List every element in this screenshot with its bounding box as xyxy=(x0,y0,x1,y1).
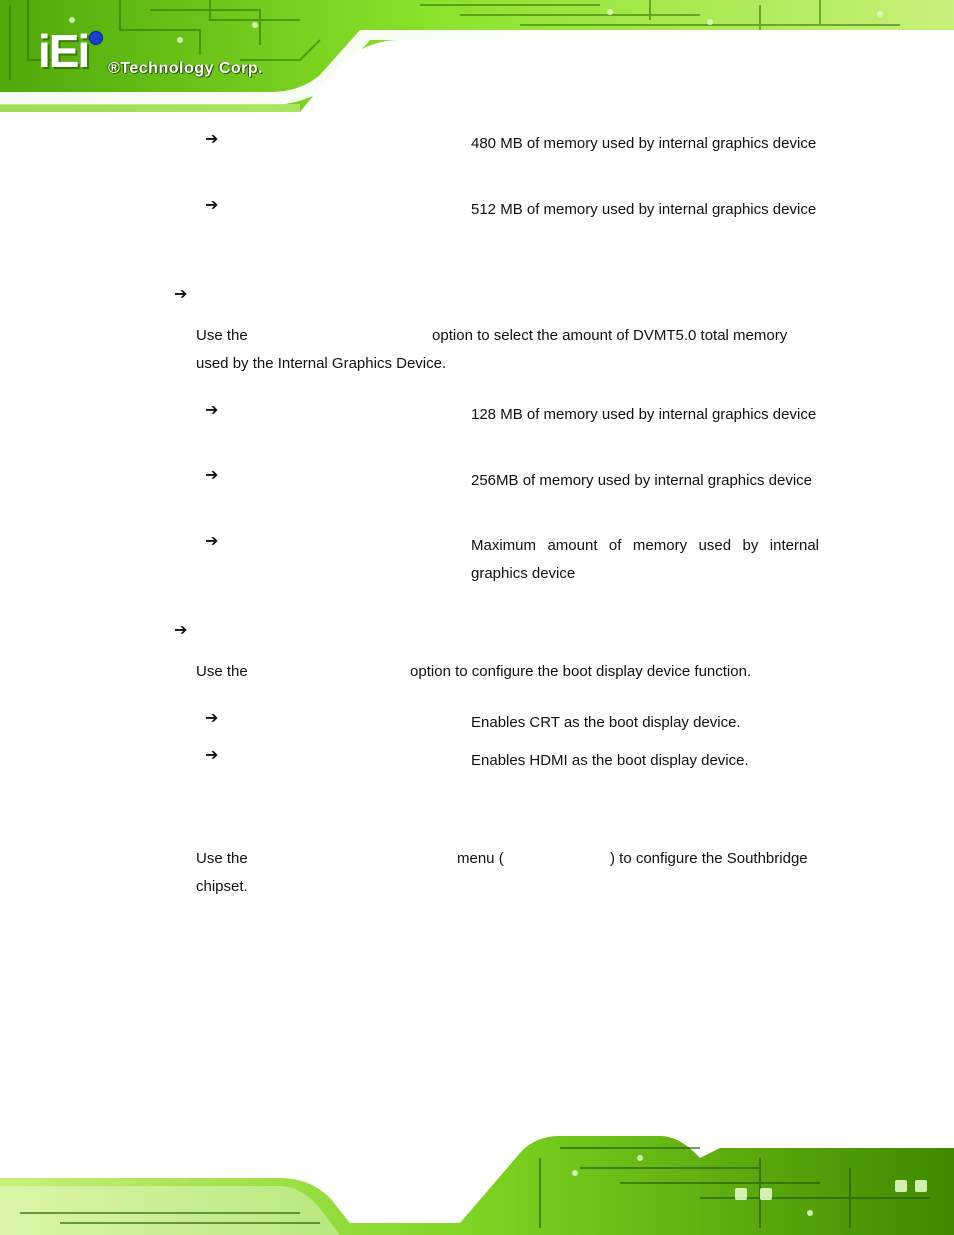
right-arrow-icon: ➔ xyxy=(174,284,188,303)
option-description: Maximum amount of memory used by internal graphics device xyxy=(471,537,819,582)
option-description: Enables HDMI as the boot display device. xyxy=(471,752,749,769)
para-rest: option to select the amount of DVMT5.0 total memory used by the Internal Graphics Device. xyxy=(196,327,788,372)
page-footer-banner xyxy=(0,1128,954,1235)
southbridge-rest: ) to configure the Southbridge xyxy=(610,850,808,867)
option-description: 128 MB of memory used by internal graphics device xyxy=(471,406,817,423)
dvmt-total-paragraph xyxy=(196,322,818,378)
right-arrow-icon: ➔ xyxy=(205,708,219,727)
pcb-header-graphic xyxy=(0,0,954,112)
right-arrow-icon: ➔ xyxy=(205,129,219,148)
southbridge-line2: chipset. xyxy=(196,878,248,895)
right-arrow-icon: ➔ xyxy=(205,400,219,419)
para-use-the: Use the xyxy=(196,663,248,680)
southbridge-menu: menu ( xyxy=(457,850,504,867)
option-description: 512 MB of memory used by internal graphics device xyxy=(471,201,817,218)
logo-mark: iEi xyxy=(38,25,89,77)
pcb-footer-graphic xyxy=(0,1128,954,1235)
right-arrow-icon: ➔ xyxy=(205,745,219,764)
right-arrow-icon: ➔ xyxy=(205,465,219,484)
para-rest: option to configure the boot display device function. xyxy=(410,663,752,680)
boot-display-paragraph xyxy=(196,658,818,686)
page-header-banner xyxy=(0,0,954,112)
option-description: 256MB of memory used by internal graphics device xyxy=(471,472,813,489)
para-use-the: Use the xyxy=(196,327,248,344)
option-description: Enables CRT as the boot display device. xyxy=(471,714,741,731)
southbridge-use-the: Use the xyxy=(196,850,248,867)
option-description: 480 MB of memory used by internal graphics device xyxy=(471,135,817,152)
right-arrow-icon: ➔ xyxy=(205,531,219,550)
right-arrow-icon: ➔ xyxy=(174,620,188,639)
right-arrow-icon: ➔ xyxy=(205,195,219,214)
logo-dot-icon xyxy=(89,31,103,45)
logo-tagline: ®Technology Corp. xyxy=(108,60,264,77)
